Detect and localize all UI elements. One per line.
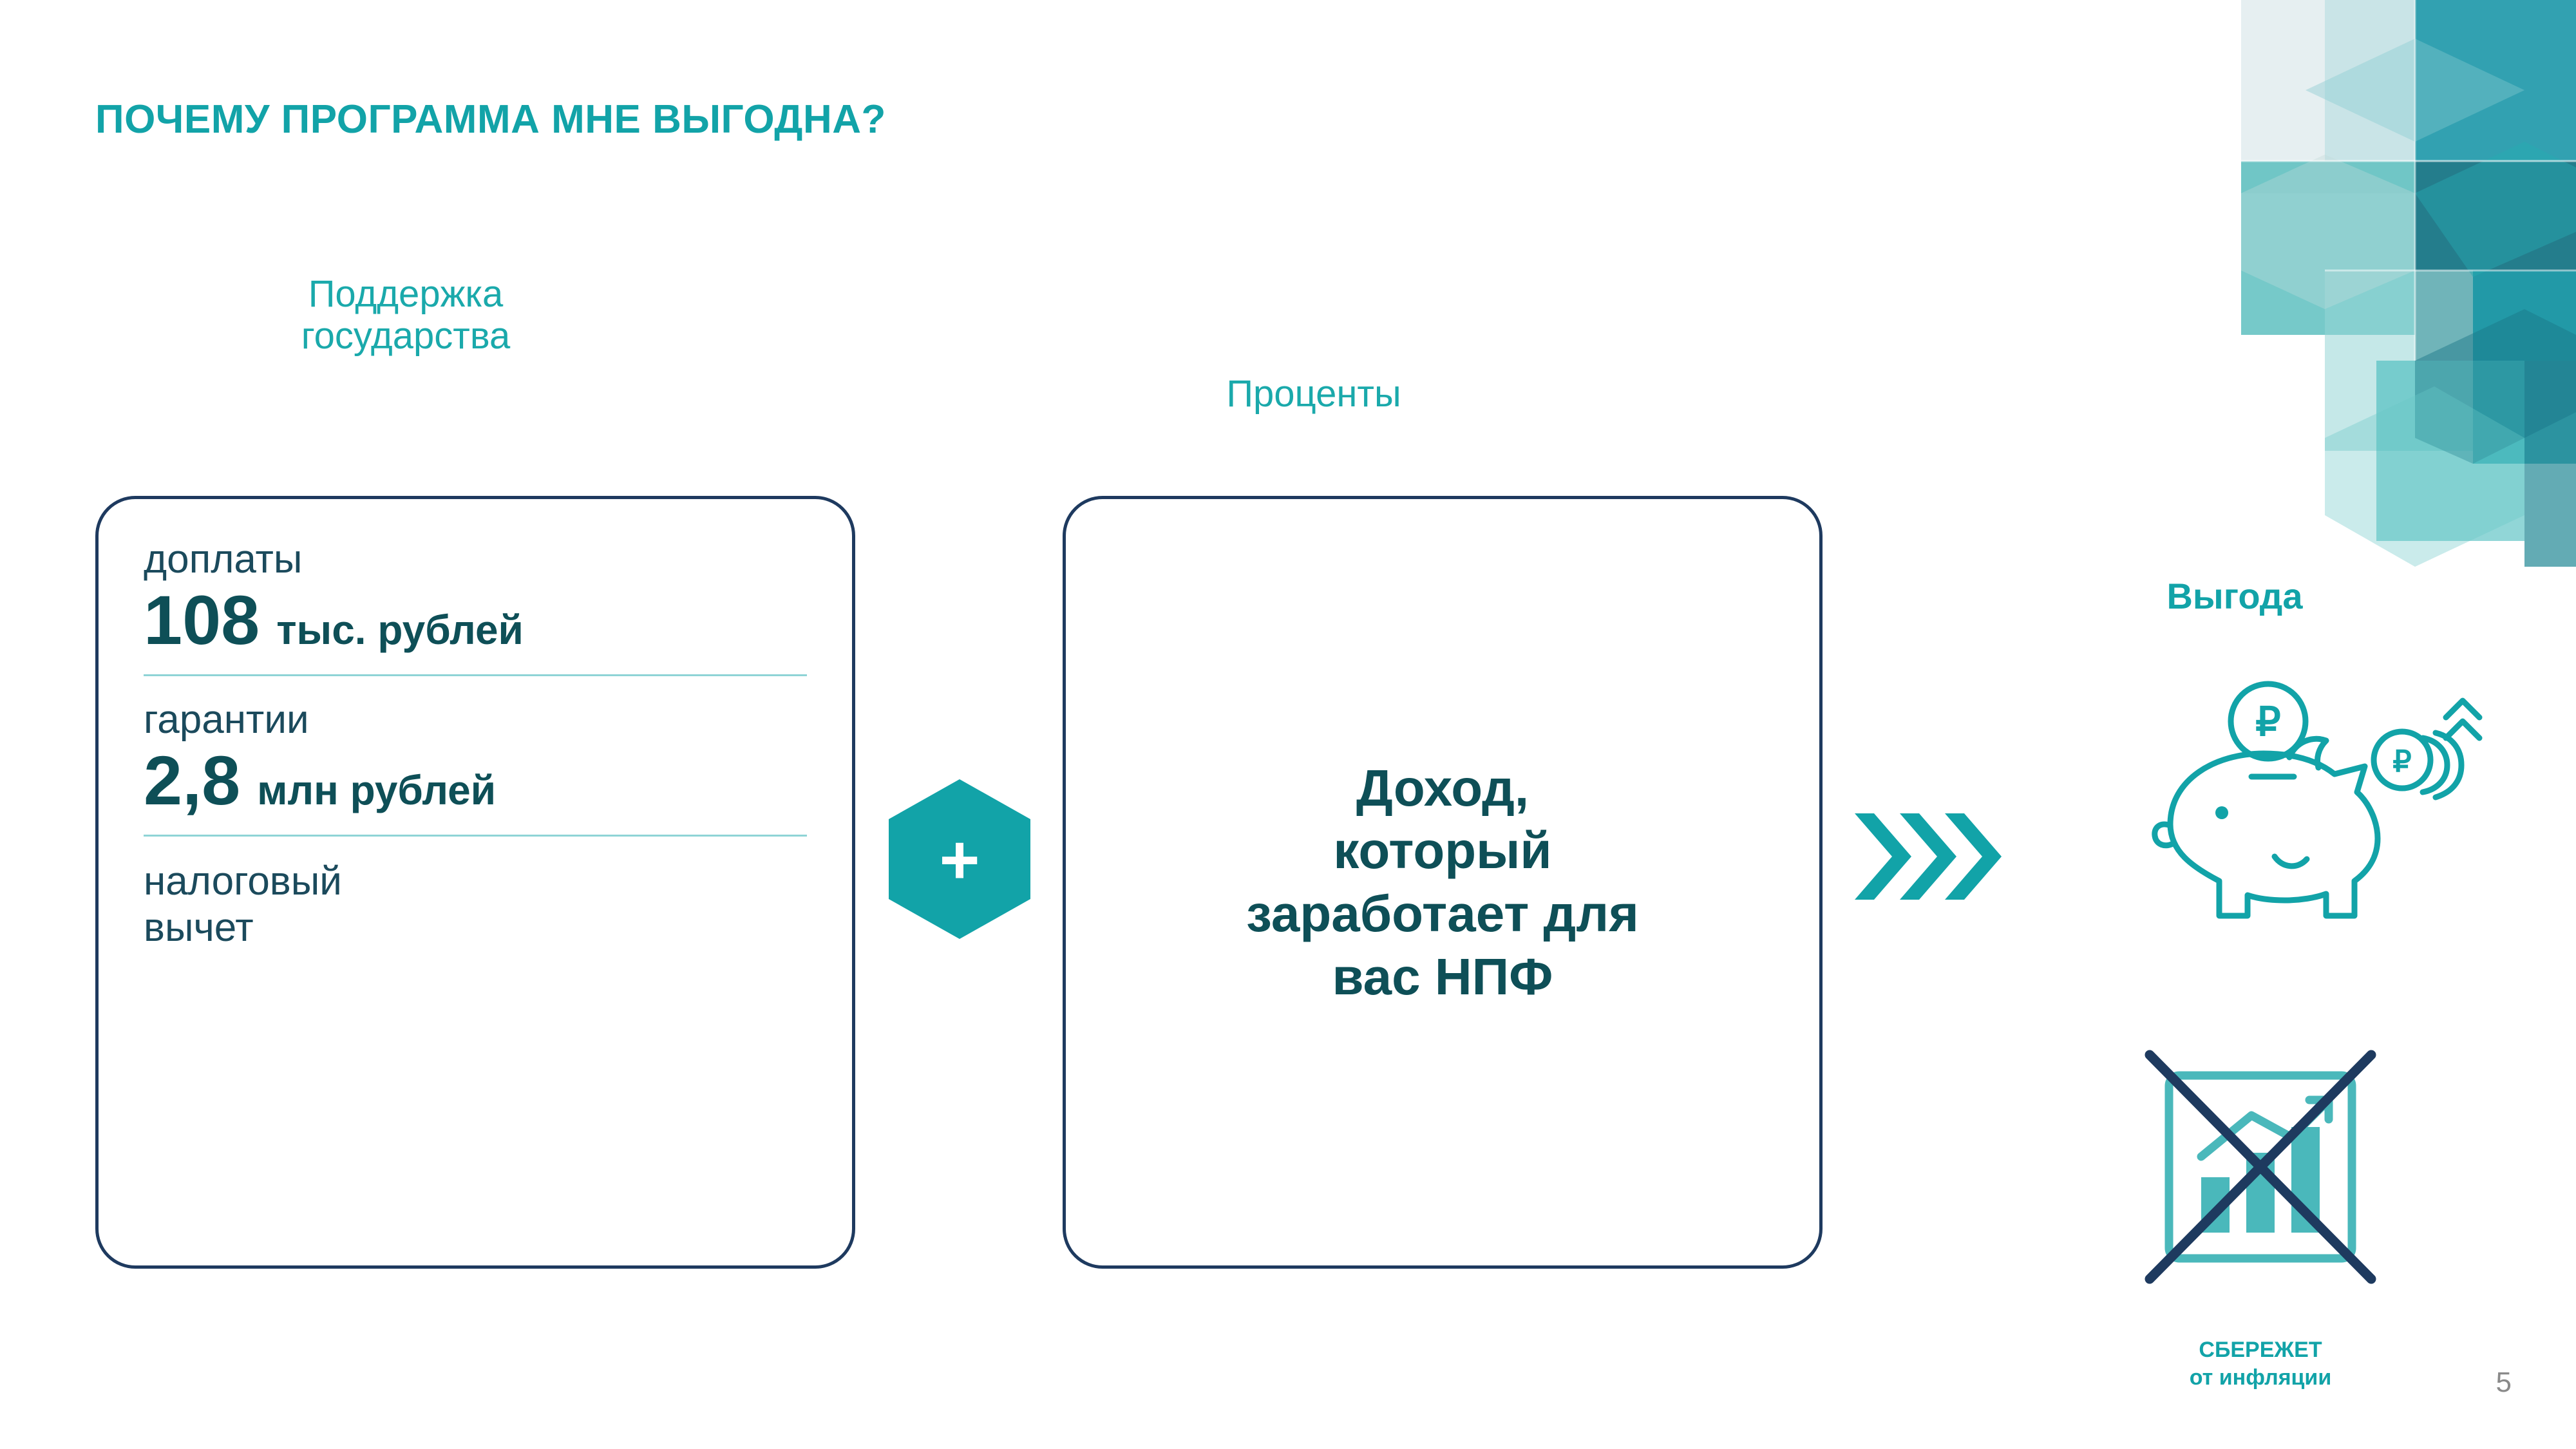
row-label-surcharges: доплаты: [144, 537, 303, 582]
inflation-crossed-out-icon: [2119, 1005, 2402, 1327]
inflation-caption-line1: СБЕРЕЖЕТ: [2199, 1338, 2322, 1362]
piggy-bank-icon: [2125, 663, 2486, 934]
value-guarantees-unit: млн рублей: [257, 767, 497, 814]
row-tax-deduction-line2: вычет: [144, 905, 254, 950]
value-surcharges-amount: 108: [144, 581, 260, 659]
card-percents-line3: заработает для: [1246, 885, 1639, 942]
svg-text:₽: ₽: [2255, 700, 2281, 744]
value-guarantees-amount: 2,8: [144, 741, 241, 820]
page-title: ПОЧЕМУ ПРОГРАММА МНЕ ВЫГОДНА?: [95, 97, 886, 142]
plus-hexagon-icon: [889, 779, 1030, 939]
card-percents: [1063, 496, 1823, 1269]
card-state-support: [95, 496, 855, 1269]
row-label-guarantees: гарантии: [144, 697, 309, 743]
row-value-guarantees: [144, 741, 807, 820]
row-value-surcharges: [144, 581, 807, 659]
triple-chevron-icon: [1855, 808, 2022, 905]
svg-text:₽: ₽: [2392, 744, 2412, 778]
caption-state-support-line2: государства: [301, 314, 511, 357]
card-percents-text: [1246, 757, 1639, 1008]
card-percents-line1: Доход,: [1356, 759, 1530, 817]
row-tax-deduction-line1: налоговый: [144, 859, 342, 904]
plus-symbol: +: [939, 820, 980, 898]
inflation-caption-line2: от инфляции: [2189, 1365, 2332, 1390]
divider-1: [144, 674, 807, 676]
caption-state-support-line1: Поддержка: [308, 273, 504, 315]
caption-state-support: [161, 274, 650, 357]
caption-percents: Проценты: [1226, 373, 1401, 415]
card-percents-line4: вас НПФ: [1332, 947, 1553, 1005]
row-tax-deduction: [144, 858, 807, 951]
inflation-caption: [2087, 1336, 2434, 1391]
caption-benefit: Выгода: [2166, 576, 2303, 616]
card-percents-line2: который: [1333, 822, 1552, 880]
page-number: 5: [2496, 1367, 2512, 1398]
value-surcharges-unit: тыс. рублей: [276, 607, 524, 654]
divider-2: [144, 835, 807, 837]
decorative-cubes-graphic: [2112, 0, 2576, 650]
